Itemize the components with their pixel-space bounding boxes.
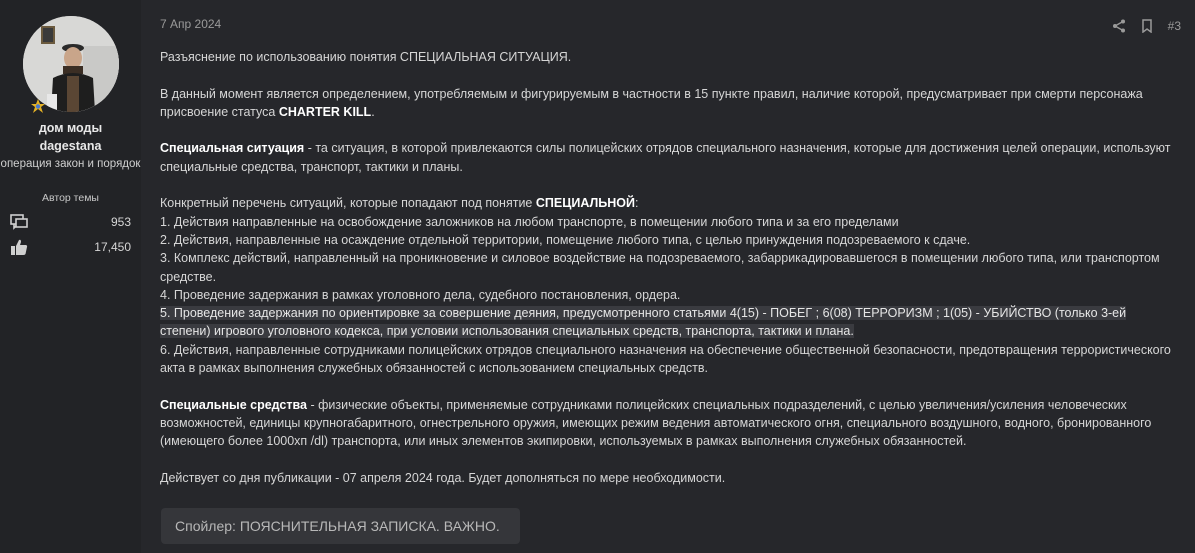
username-line-2[interactable]: dagestana [39,139,102,153]
messages-stat [10,212,131,232]
list-item: 1. Действия направленные на освобождение заложников на любом транспорте, в помещении любого типа и за его пределами [160,214,899,229]
avatar[interactable] [23,16,119,112]
username-line-1[interactable]: дом моды [38,121,103,135]
post-title-line [160,48,1178,66]
reactions-stat [10,237,131,257]
member-badge-icon [31,99,45,113]
list-item: 4. Проведение задержания в рамках уголовного дела, судебного постановления, ордера. [160,287,681,302]
highlighted-text: 5. Проведение задержания по ориентировке за совершение деяния, предусмотренного статьями 4(15) - ПОБЕГ ; 6(08) ТЕРРОРИЗМ ; 1(05) - УБИЙСТВО (только 3-ей степени) игрового уголовного кодекса, при условии использования специальных средств, транспорта, тактики и плана. [160,306,1127,339]
means-term: Специальные средства [160,397,307,412]
intro-end: . [371,104,375,119]
bookmark-icon[interactable] [1140,19,1154,33]
list-item: 6. Действия, направленные сотрудниками полицейских отрядов специального назначения на обеспечение общественной безопасности, предотвращения террористического акта в рамках выполнения служебных обязанностей с использованием специальных средств. [160,342,1171,376]
post-actions [1112,17,1181,35]
messages-icon [10,213,28,231]
post-body [160,48,1178,505]
author-sidebar [0,0,141,553]
intro-text: В данный момент является определением, употребляемым и фигурируемым в частности в 15 пункте правил, наличие которой, предусматривает при смерти персонажа присвоение статуса [160,86,1143,119]
intro-paragraph [160,85,1178,122]
list-item: 2. Действия, направленные на осаждение отдельной территории, помещение любого типа, с целью принуждения подозреваемого к сдаче. [160,232,971,247]
definition-term: Специальная ситуация [160,141,305,156]
share-icon[interactable] [1112,19,1126,33]
reactions-count: 17,450 [94,240,131,254]
post-number[interactable]: #3 [1167,19,1181,33]
list-item-highlighted [160,304,1178,341]
thread-author-label: Автор темы [42,192,99,204]
means-paragraph [160,396,1178,451]
user-title: операция закон и порядок [0,158,141,170]
spoiler-button[interactable]: Спойлер: ПОЯСНИТЕЛЬНАЯ ЗАПИСКА. ВАЖНО. [161,508,520,544]
list-intro-bold: СПЕЦИАЛЬНОЙ [535,196,636,211]
list-intro-end: : [635,196,639,211]
post-date[interactable]: 7 Апр 2024 [160,17,222,31]
footer-text: Действует со дня публикации - 07 апреля 2024 года. Будет дополняться по мере необходимости. [160,470,726,485]
definition-paragraph [160,139,1178,176]
charter-kill-bold: CHARTER KILL [278,104,372,119]
means-text: - физические объекты, применяемые сотрудниками полицейских специальных подразделений, с целью увеличения/усиления человеческих возможностей, единицы крупногабаритного, огнестрельного оружия, имеющих режим ведения автоматического огня, специального воздушного, водного, бронированного (имеющего более 1000хп /dl) транспорта, или иных элементов экипировки, используемых в рамках выполнения служебных обязанностей. [160,397,1152,449]
title-line-text: Разъяснение по использованию понятия СПЕЦИАЛЬНАЯ СИТУАЦИЯ. [160,50,572,64]
list-paragraph [160,194,1178,377]
definition-text: - та ситуация, в которой привлекаются силы полицейских отрядов специального назначения, которые для достижения целей операции, используют специальные средства, транспорт, тактики и планы. [160,141,1171,174]
list-intro-text: Конкретный перечень ситуаций, которые попадают под понятие [160,196,536,211]
thumbs-up-icon [10,238,28,256]
messages-count: 953 [110,215,131,229]
footer-paragraph [160,469,1178,487]
list-intro [160,194,1178,212]
post-main [141,0,1195,553]
list-item: 3. Комплекс действий, направленный на проникновение и силовое воздействие на подозреваемого, забаррикадировавшегося в помещении любого типа, или транспортом средстве. [160,251,1160,284]
